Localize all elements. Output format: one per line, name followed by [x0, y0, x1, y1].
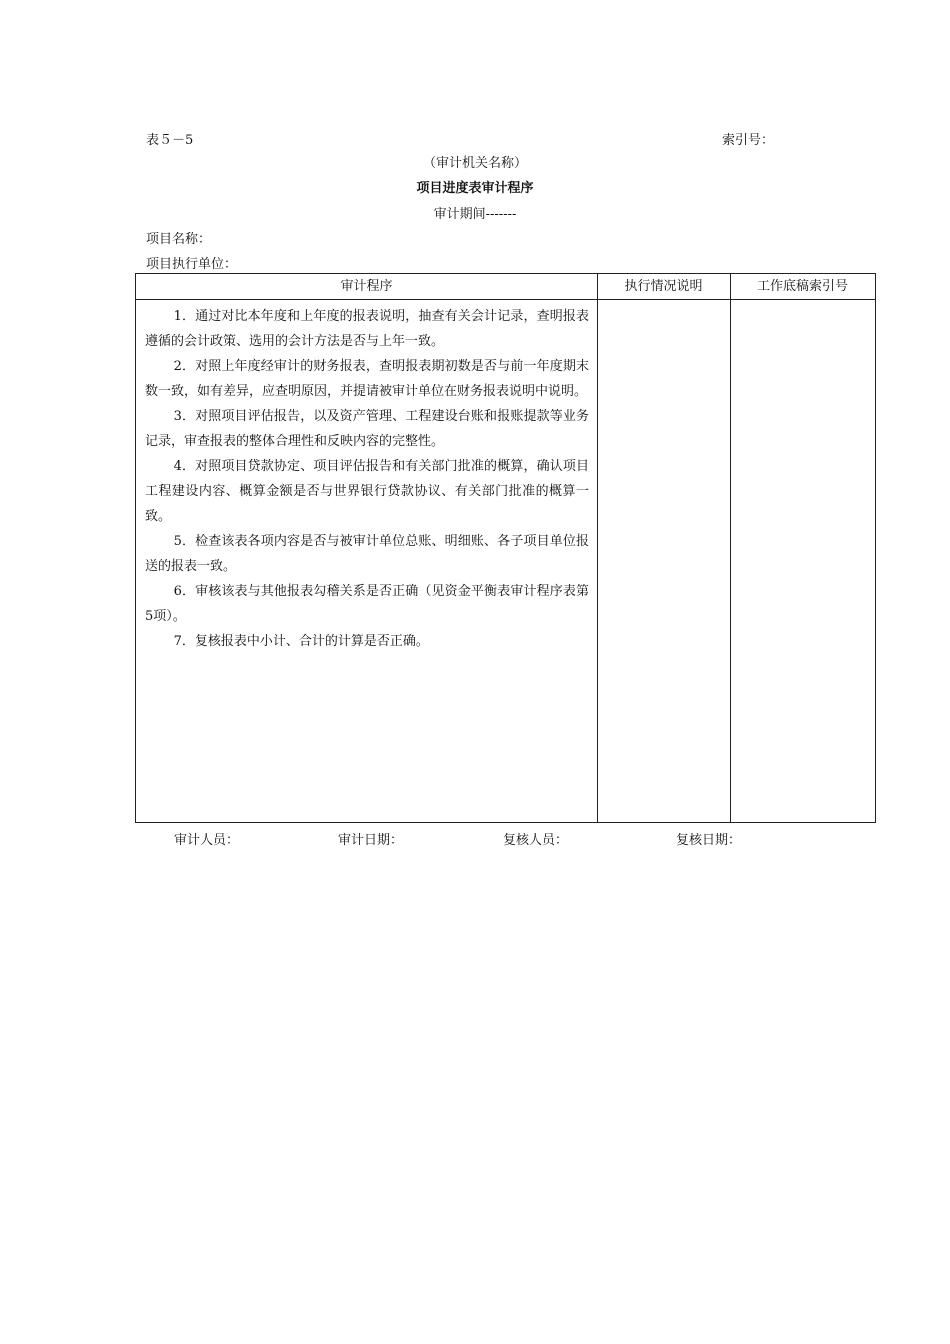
execution-unit-label: 项目执行单位： — [146, 257, 238, 272]
table-number: 表５－5 — [146, 133, 194, 148]
procedure-step-5: 5．检查该表各项内容是否与被审计单位总账、明细账、各子项目单位报送的报表一致。 — [145, 534, 589, 574]
auditor-label: 审计人员： — [174, 833, 240, 848]
procedure-step-2: 2．对照上年度经审计的财务报表，查明报表期初数是否与前一年度期末数一致，如有差异，应查明原因，并提请被审计单位在财务报表说明中说明。 — [145, 359, 589, 399]
review-date-label: 复核日期： — [676, 833, 742, 848]
procedure-step-7: 7．复核报表中小计、合计的计算是否正确。 — [173, 634, 429, 649]
audit-period: 审计期间------- — [433, 207, 517, 222]
column-divider — [597, 274, 598, 822]
agency-name: （审计机关名称） — [422, 156, 527, 171]
header-divider — [136, 299, 875, 300]
column-header-workpaper-index: 工作底稿索引号 — [756, 279, 848, 294]
reviewer-label: 复核人员： — [503, 833, 569, 848]
procedure-steps — [145, 304, 589, 654]
procedure-step-1: 1．通过对比本年度和上年度的报表说明，抽查有关会计记录，查明报表遵循的会计政策、选用的会计方法是否与上年一致。 — [145, 309, 589, 349]
audit-procedure-table — [135, 273, 876, 823]
document-title: 项目进度表审计程序 — [416, 181, 534, 196]
column-header-procedure: 审计程序 — [340, 279, 393, 294]
audit-date-label: 审计日期： — [338, 833, 404, 848]
procedure-step-6: 6．审核该表与其他报表勾稽关系是否正确（见资金平衡表审计程序表第5项）。 — [145, 584, 589, 624]
column-header-execution: 执行情况说明 — [624, 279, 703, 294]
project-name-label: 项目名称： — [146, 232, 212, 247]
column-divider — [730, 274, 731, 822]
procedure-step-3: 3．对照项目评估报告，以及资产管理、工程建设台账和报账提款等业务记录，审查报表的整体合理性和反映内容的完整性。 — [145, 409, 589, 449]
procedure-step-4: 4．对照项目贷款协定、项目评估报告和有关部门批准的概算，确认项目工程建设内容、概算金额是否与世界银行贷款协议、有关部门批准的概算一致。 — [145, 459, 589, 524]
index-number-label: 索引号： — [722, 133, 775, 148]
